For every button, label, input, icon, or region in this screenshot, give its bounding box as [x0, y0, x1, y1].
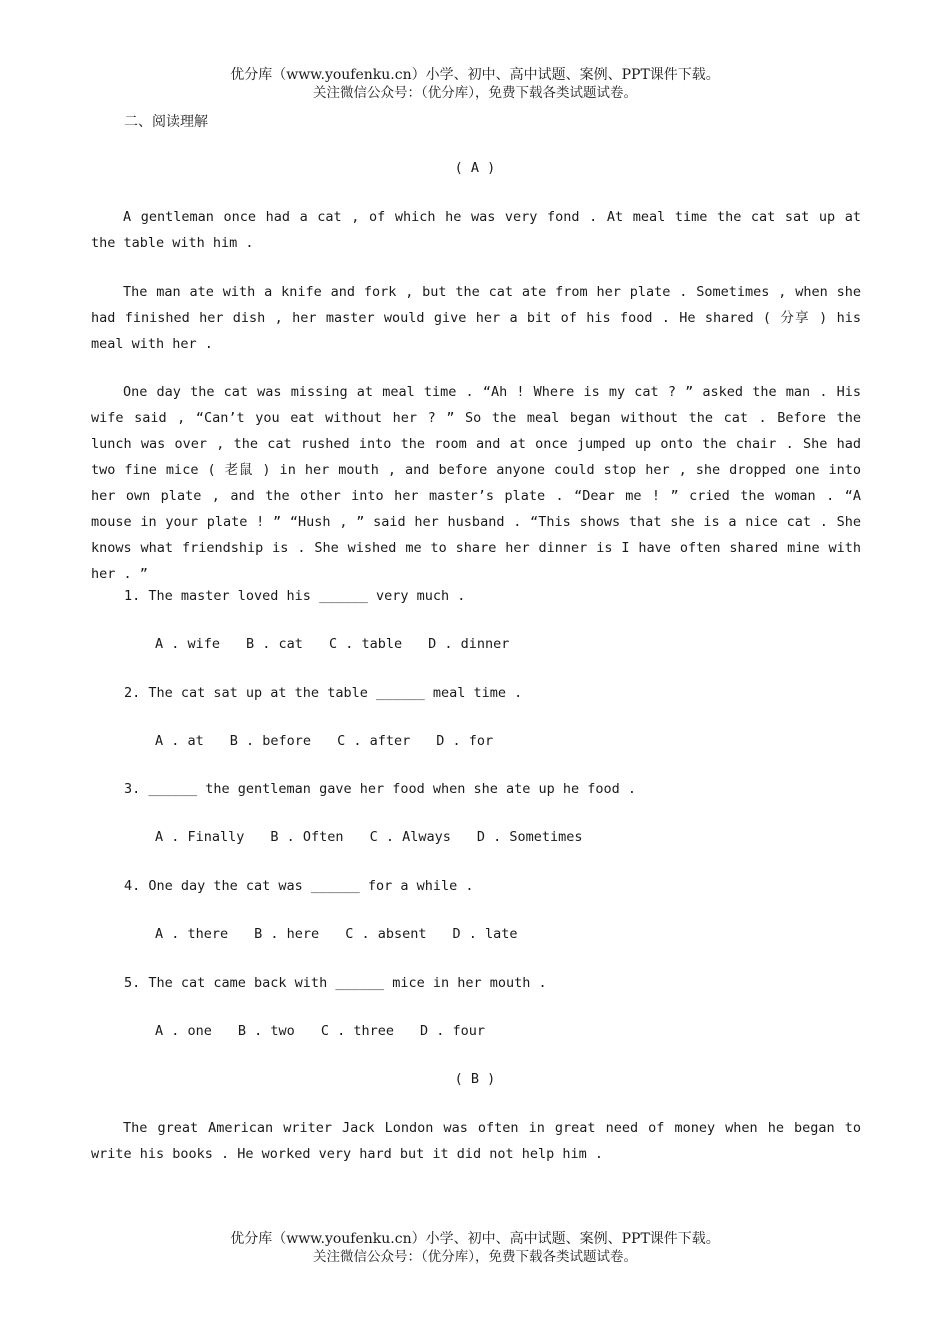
option-d: D . dinner	[428, 636, 510, 652]
option-c: C . absent	[345, 926, 427, 942]
page-header	[0, 66, 950, 102]
option-d: D . four	[419, 1023, 485, 1039]
option-a: A . one	[155, 1023, 212, 1039]
part-a-paragraph-3: One day the cat was missing at meal time . “Ah ! Where is my cat ? ” asked the man . His wife said , “Can’t you eat without her ? ” So the meal began without the cat . Before the lunch was over , the cat rushed into the room and at once jumped up onto the chair . She had two fine mice ( 老鼠 ) in her mouth , and before anyone could stop her , she dropped one into her own plate , and the other into her master’s plate . “Dear me ! ” cried the woman . “A mouse in your plate ! ” “Hush , ” said her husband . “This shows that she is a nice cat . She knows what friendship is . She wished me to share her dinner is I have often shared mine with her . ”	[91, 384, 861, 582]
option-c: C . table	[328, 636, 403, 652]
question-3: 3. ______ the gentleman gave her food when she ate up he food .	[124, 781, 637, 797]
option-d: D . for	[436, 733, 494, 749]
part-a-label: ( A )	[454, 160, 496, 176]
section-title: 二、阅读理解	[124, 114, 208, 130]
header-line-2: 关注微信公众号：（优分库），免费下载各类试题试卷。	[313, 85, 637, 101]
page-footer	[0, 1230, 950, 1266]
header-line-1: 优分库（www.youfenku.cn）小学、初中、高中试题、案例、PPT课件下载。	[230, 67, 720, 83]
part-a-paragraph-1: A gentleman once had a cat , of which he was very fond . At meal time the cat sat up at the table with him .	[91, 209, 861, 251]
question-5-options	[155, 1023, 511, 1039]
question-2: 2. The cat sat up at the table ______ meal time .	[124, 685, 523, 701]
question-4: 4. One day the cat was ______ for a while .	[124, 878, 474, 894]
option-a: A . Finally	[155, 829, 245, 845]
part-b-paragraph-1: The great American writer Jack London was often in great need of money when he began to write his books . He worked very hard but it did not help him .	[91, 1120, 861, 1162]
question-4-options	[155, 926, 544, 942]
question-1-options	[155, 636, 535, 652]
option-b: B . here	[254, 926, 320, 942]
part-b-label: ( B )	[454, 1071, 496, 1087]
option-b: B . Often	[270, 829, 344, 845]
option-c: C . Always	[369, 829, 451, 845]
option-a: A . wife	[155, 636, 221, 652]
option-a: A . at	[155, 733, 204, 749]
option-d: D . late	[452, 926, 518, 942]
question-5: 5. The cat came back with ______ mice in her mouth .	[124, 975, 547, 991]
option-c: C . three	[320, 1023, 394, 1039]
question-2-options	[155, 733, 519, 749]
option-a: A . there	[155, 926, 229, 942]
option-b: B . two	[237, 1023, 295, 1039]
option-c: C . after	[337, 733, 411, 749]
option-b: B . cat	[246, 636, 303, 652]
option-b: B . before	[229, 733, 312, 749]
part-a-paragraph-2: The man ate with a knife and fork , but the cat ate from her plate . Sometimes , when she had finished her dish , her master would give her a bit of his food . He shared ( 分享 ) his meal with her .	[91, 284, 861, 352]
option-d: D . Sometimes	[476, 829, 583, 845]
footer-line-1: 优分库（www.youfenku.cn）小学、初中、高中试题、案例、PPT课件下载。	[230, 1231, 720, 1247]
question-3-options	[155, 829, 609, 845]
footer-line-2: 关注微信公众号：（优分库），免费下载各类试题试卷。	[313, 1249, 637, 1265]
question-1: 1. The master loved his ______ very much .	[124, 588, 466, 604]
